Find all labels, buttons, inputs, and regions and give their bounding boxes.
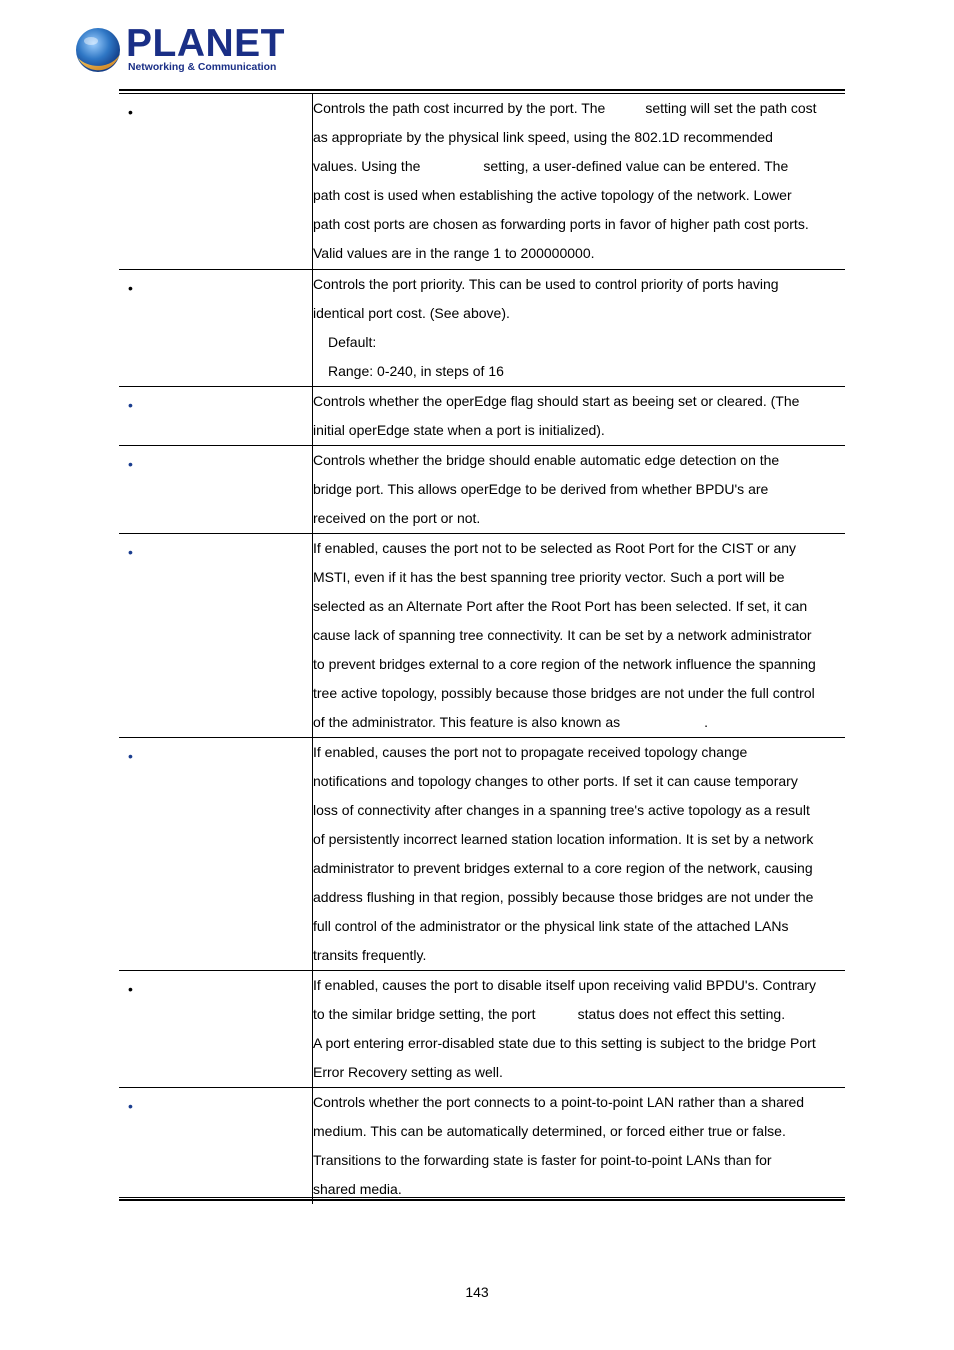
description-line: shared media. <box>313 1180 402 1197</box>
parameter-cell <box>119 386 313 445</box>
description-line: administrator to prevent bridges external to a core region of the network, causing <box>313 859 813 876</box>
bullet-icon: • <box>128 279 133 296</box>
description-line: to prevent bridges external to a core region of the network influence the spanning <box>313 655 816 672</box>
table-bottom-rule <box>119 1197 845 1198</box>
parameter-cell <box>119 269 313 386</box>
description-line: bridge port. This allows operEdge to be derived from whether BPDU's are <box>313 480 769 497</box>
description-line: notifications and topology changes to other ports. If set it can cause temporary <box>313 772 798 789</box>
description-line: identical port cost. (See above). <box>313 304 510 321</box>
description-cell <box>313 1087 846 1204</box>
description-text: setting, a user-defined value can be entered. The <box>483 158 789 174</box>
parameter-cell <box>119 1087 313 1204</box>
table-row <box>119 737 845 970</box>
bullet-icon: • <box>128 104 133 120</box>
description-line <box>313 1000 845 1029</box>
bullet-icon: • <box>128 396 133 413</box>
description-text: of the administrator. This feature is also known as <box>313 713 621 730</box>
table-row <box>119 1087 845 1204</box>
description-line: selected as an Alternate Port after the Root Port has been selected. If set, it can <box>313 597 808 614</box>
bullet-icon: • <box>128 980 133 997</box>
description-line <box>313 708 845 737</box>
description-line: cause lack of spanning tree connectivity. It can be set by a network administrator <box>313 626 812 643</box>
description-line: A port entering error-disabled state due to this setting is subject to the bridge Port <box>313 1034 816 1051</box>
parameter-table <box>119 94 845 1204</box>
description-line: loss of connectivity after changes in a spanning tree's active topology as a result <box>313 801 810 818</box>
description-line: path cost ports are chosen as forwarding ports in favor of higher path cost ports. <box>313 216 809 232</box>
table-row <box>119 94 845 269</box>
description-text: status does not effect this setting. <box>577 1005 786 1022</box>
description-line: If enabled, causes the port to disable itself upon receiving valid BPDU's. Contrary <box>313 976 817 993</box>
description-line: Controls whether the operEdge flag should start as beeing set or cleared. (The <box>313 392 800 409</box>
description-text: setting will set the path cost <box>645 100 817 116</box>
description-line: Controls whether the bridge should enable automatic edge detection on the <box>313 451 780 468</box>
parameter-cell <box>119 533 313 737</box>
planet-logo <box>72 22 285 78</box>
description-line: of persistently incorrect learned station location information. It is set by a network <box>313 830 814 847</box>
logo-tagline: Networking & Communication <box>128 62 277 73</box>
description-line <box>313 152 845 181</box>
description-line: address flushing in that region, possibly because those bridges are not under the <box>313 888 814 905</box>
bullet-icon: • <box>128 747 133 764</box>
description-line: transits frequently. <box>313 946 427 963</box>
description-line <box>313 94 845 123</box>
description-line: received on the port or not. <box>313 509 481 526</box>
table-bottom-rule-thick <box>119 1199 845 1201</box>
description-line: Controls the port priority. This can be used to control priority of ports having <box>313 275 779 292</box>
description-cell <box>313 94 846 269</box>
parameter-cell <box>119 737 313 970</box>
description-line: If enabled, causes the port not to be selected as Root Port for the CIST or any <box>313 539 797 556</box>
bullet-icon: • <box>128 455 133 472</box>
table-row <box>119 386 845 445</box>
description-line: If enabled, causes the port not to propagate received topology change <box>313 743 748 760</box>
logo-wordmark: PLANET <box>126 22 285 65</box>
description-line: Error Recovery setting as well. <box>313 1063 503 1080</box>
description-cell <box>313 970 846 1087</box>
description-line: Transitions to the forwarding state is faster for point-to-point LANs than for <box>313 1151 772 1168</box>
description-line: initial operEdge state when a port is initialized). <box>313 421 605 438</box>
parameter-cell <box>119 445 313 533</box>
description-line: tree active topology, possibly because those bridges are not under the full control <box>313 684 815 701</box>
parameter-cell <box>119 970 313 1087</box>
table-top-rule <box>119 89 845 91</box>
description-line: as appropriate by the physical link speed, using the 802.1D recommended <box>313 129 773 145</box>
table-row <box>119 970 845 1087</box>
bullet-icon: • <box>128 543 133 560</box>
description-line: Default: <box>328 333 377 350</box>
description-text: . <box>704 713 709 730</box>
description-line: MSTI, even if it has the best spanning tree priority vector. Such a port will be <box>313 568 785 585</box>
globe-icon <box>72 24 124 76</box>
description-cell <box>313 737 846 970</box>
description-text: Controls the path cost incurred by the port. The <box>313 100 606 116</box>
page-number: 143 <box>465 1284 489 1300</box>
description-line: path cost is used when establishing the active topology of the network. Lower <box>313 187 792 203</box>
description-line: Valid values are in the range 1 to 200000000. <box>313 245 595 261</box>
description-line: Range: 0-240, in steps of 16 <box>328 362 504 379</box>
parameter-cell <box>119 94 313 269</box>
description-line: Controls whether the port connects to a point-to-point LAN rather than a shared <box>313 1093 805 1110</box>
table-row <box>119 533 845 737</box>
description-cell <box>313 533 846 737</box>
description-cell <box>313 445 846 533</box>
description-cell <box>313 269 846 386</box>
description-line: medium. This can be automatically determined, or forced either true or false. <box>313 1122 786 1139</box>
description-text: to the similar bridge setting, the port <box>313 1005 536 1022</box>
table-row <box>119 269 845 386</box>
description-line: full control of the administrator or the physical link state of the attached LANs <box>313 917 789 934</box>
description-cell <box>313 386 846 445</box>
bullet-icon: • <box>128 1097 133 1114</box>
description-text: values. Using the <box>313 158 421 174</box>
table-row <box>119 445 845 533</box>
